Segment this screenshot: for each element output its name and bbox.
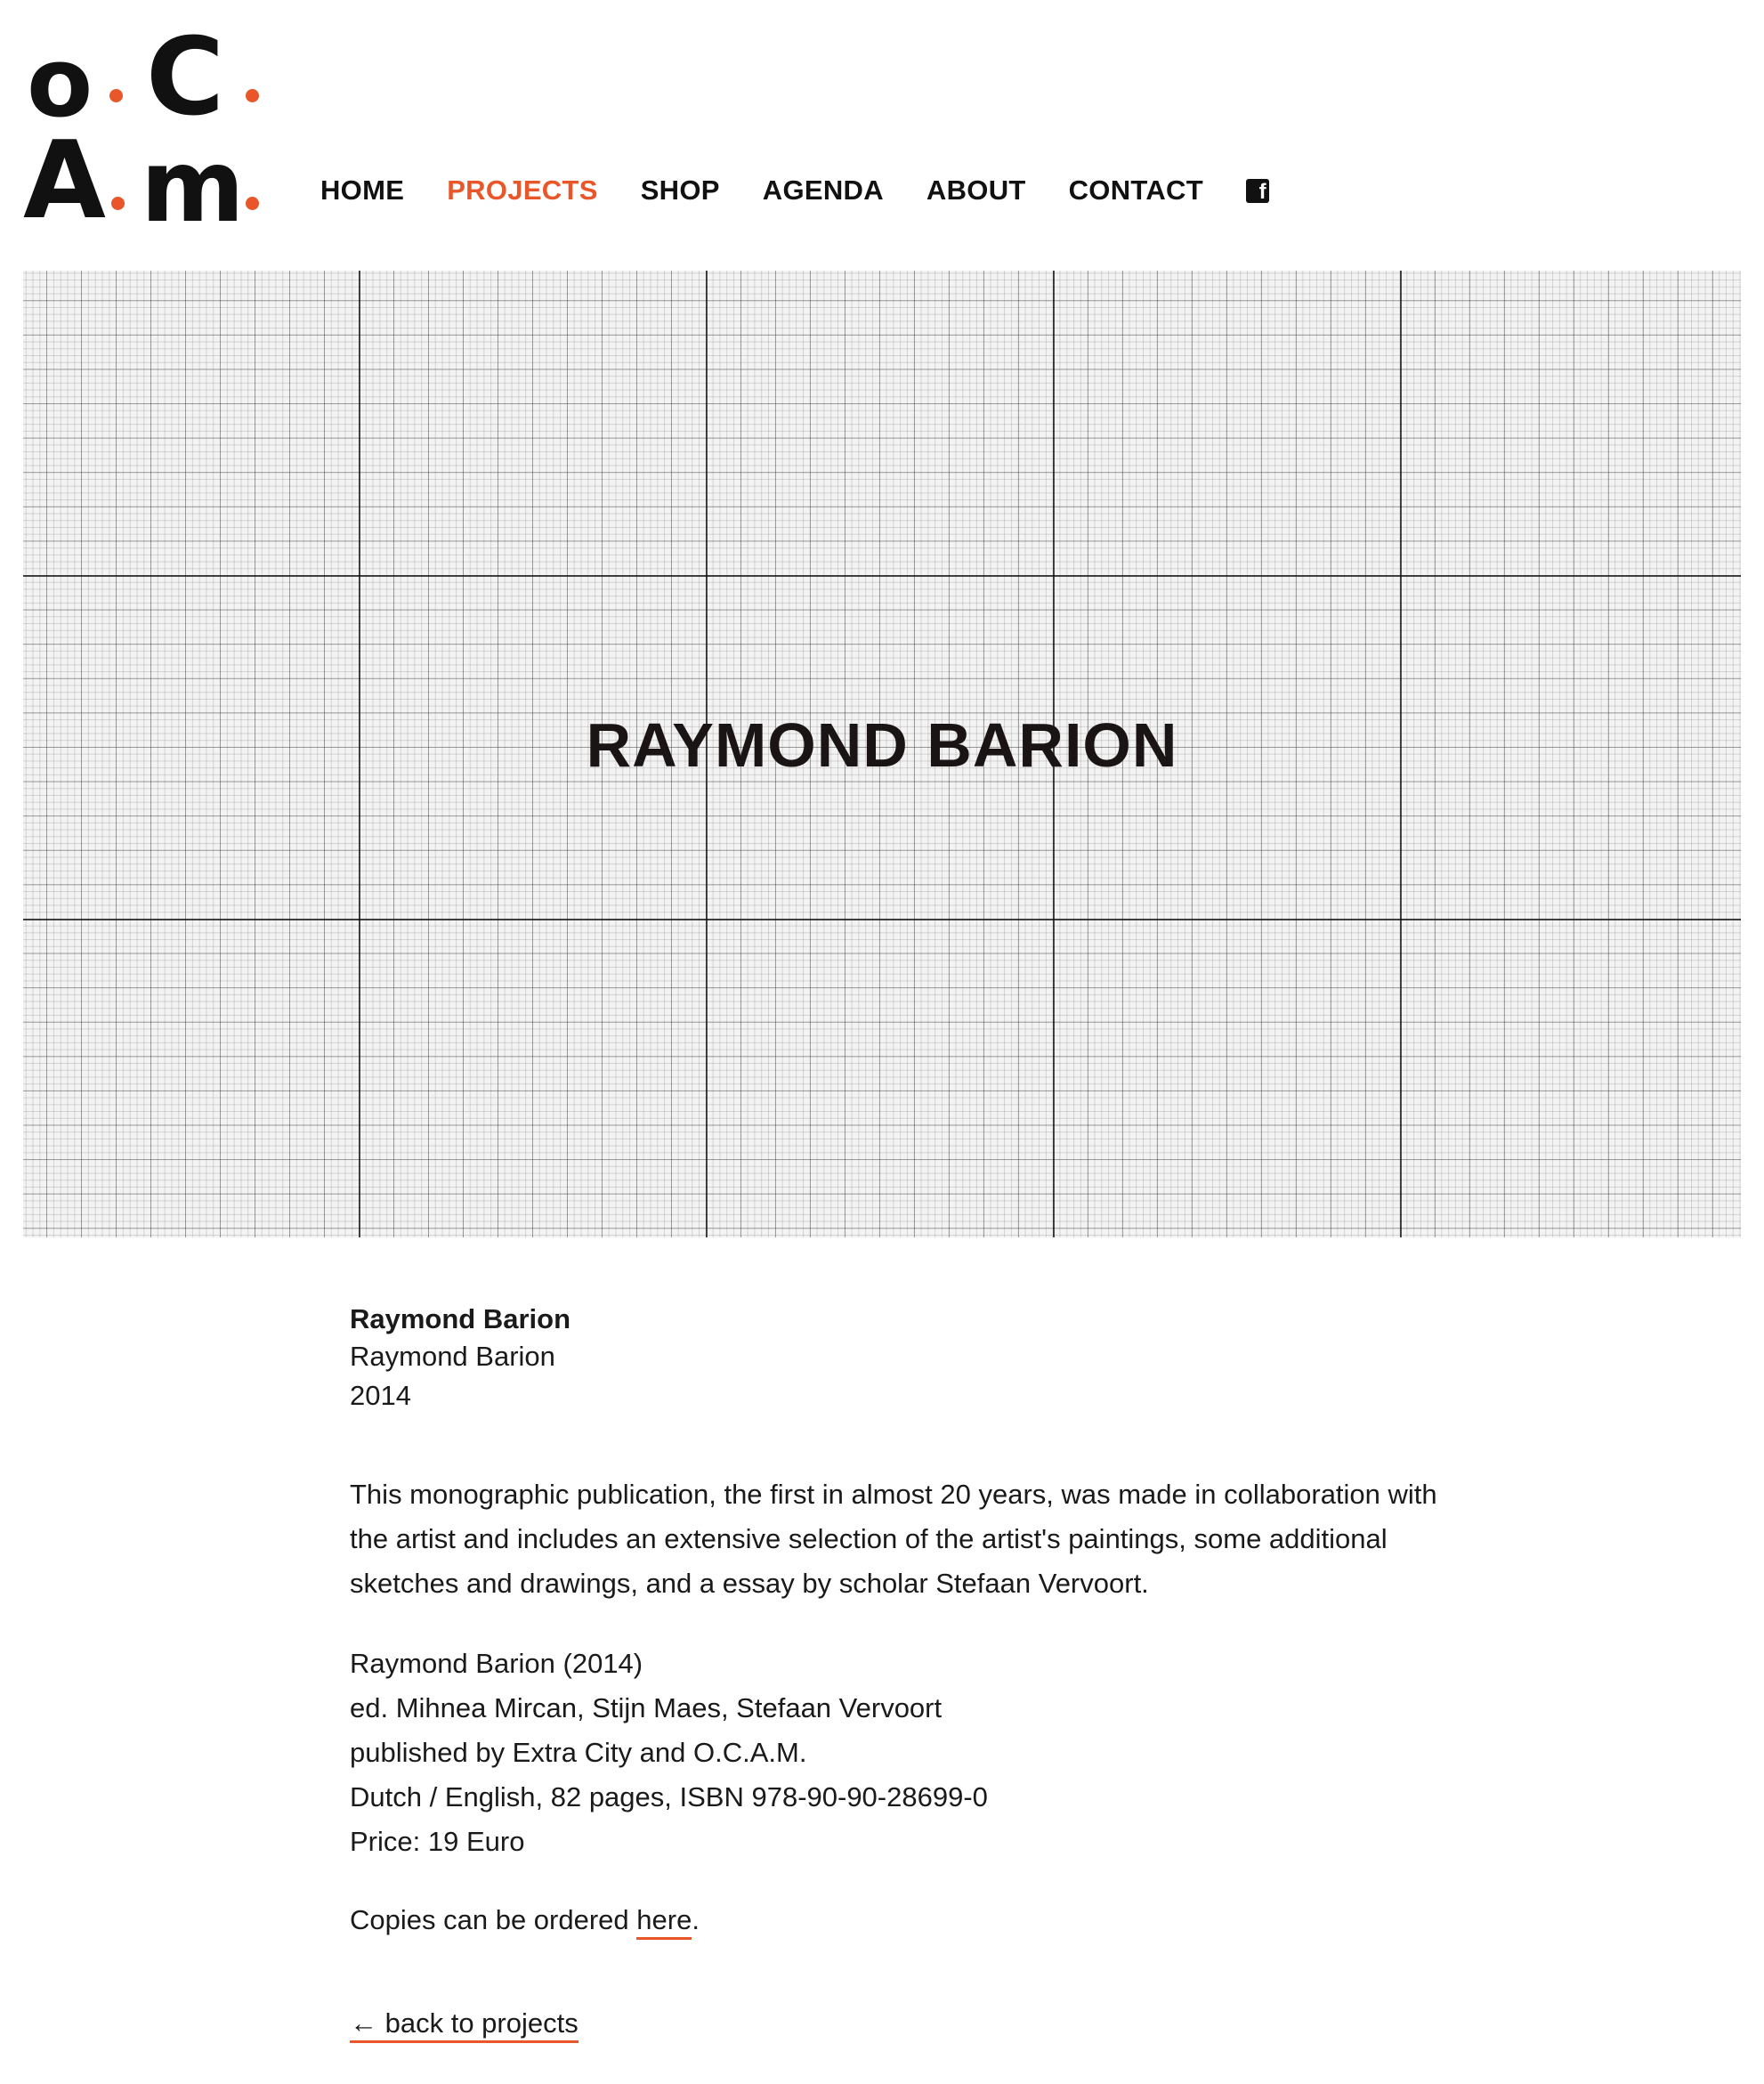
logo-dot	[109, 89, 123, 102]
nav-contact[interactable]: CONTACT	[1068, 174, 1203, 206]
logo-letter-o: o	[27, 28, 93, 139]
project-description: This monographic publication, the first in almost 20 years, was made in collaboration with the artist and includes an extensive selection of the artist's paintings, some additional sketches and drawings, and a essay by scholar Stefaan Vervoort.	[350, 1479, 1437, 1599]
detail-line: ed. Mihnea Mircan, Stijn Maes, Stefaan Vervoort	[350, 1692, 943, 1723]
logo-letter-m: m	[141, 129, 245, 245]
nav-projects[interactable]: PROJECTS	[447, 174, 598, 206]
logo-letter-a: A	[23, 119, 106, 243]
order-suffix: .	[692, 1904, 700, 1935]
site-logo[interactable]	[23, 16, 272, 245]
hero-title: RAYMOND BARION	[586, 710, 1178, 780]
logo-letter-c: C	[146, 16, 225, 140]
arrow-left-icon: ←	[350, 2007, 377, 2039]
back-to-projects	[350, 2001, 1462, 2046]
order-prefix: Copies can be ordered	[350, 1904, 637, 1935]
publication-details	[350, 1642, 1462, 1864]
facebook-icon[interactable]: f	[1246, 179, 1269, 203]
back-to-projects-link[interactable]	[350, 2007, 579, 2043]
nav-shop[interactable]: SHOP	[640, 174, 720, 206]
detail-line: published by Extra City and O.C.A.M.	[350, 1737, 807, 1768]
main-nav	[320, 174, 1269, 207]
project-artist: Raymond Barion	[350, 1341, 555, 1372]
nav-agenda[interactable]: AGENDA	[762, 174, 884, 206]
project-content	[350, 1301, 1462, 2046]
order-here-link[interactable]: here	[636, 1904, 692, 1940]
nav-about[interactable]: ABOUT	[926, 174, 1026, 206]
logo-dot	[111, 197, 125, 210]
order-text	[350, 1898, 1462, 1942]
logo-dot	[246, 89, 259, 102]
detail-line: Dutch / English, 82 pages, ISBN 978-90-90-28699-0	[350, 1781, 988, 1812]
hero-image	[23, 271, 1741, 1237]
project-year: 2014	[350, 1380, 411, 1411]
logo-dot	[246, 197, 259, 210]
nav-home[interactable]: HOME	[320, 174, 405, 206]
back-link-label: back to projects	[384, 2007, 579, 2039]
project-title: Raymond Barion	[350, 1303, 571, 1334]
detail-line: Raymond Barion (2014)	[350, 1648, 643, 1679]
detail-line: Price: 19 Euro	[350, 1826, 525, 1857]
